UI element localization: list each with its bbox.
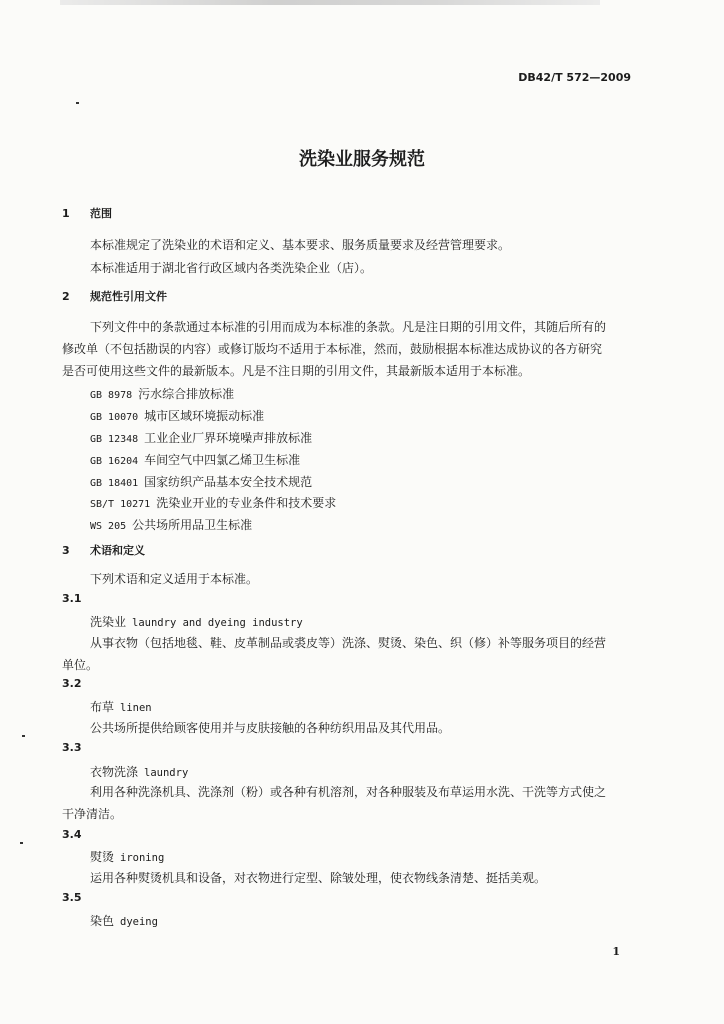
clause-number: 3.3 [62,741,82,754]
paragraph: 下列术语和定义适用于本标准。 [90,572,259,586]
reference-name: 车间空气中四氯乙烯卫生标准 [144,453,301,467]
reference-code: GB 16204 [90,456,139,467]
term-zh: 洗染业 [90,615,127,629]
term-definition: 运用各种熨烫机具和设备，对衣物进行定型、除皱处理，使衣物线条清楚、挺括美观。 [90,871,547,885]
scan-top-artifact [60,0,600,5]
term-heading [90,698,152,715]
clause-number: 3.5 [62,891,82,904]
term-en: laundry [144,767,189,779]
term-definition: 干净清洁。 [62,807,123,821]
reference-item [90,494,336,511]
reference-item [90,473,312,490]
reference-name: 洗染业开业的专业条件和技术要求 [156,496,337,510]
term-en: laundry and dyeing industry [132,617,303,629]
term-heading [90,613,303,630]
reference-item [90,385,234,402]
reference-name: 国家纺织产品基本安全技术规范 [144,475,313,489]
reference-name: 污水综合排放标准 [138,387,235,401]
section-number: 3 [62,544,70,557]
term-definition: 从事衣物（包括地毯、鞋、皮革制品或裘皮等）洗涤、熨烫、染色、织（修）补等服务项目的经营 [90,636,607,650]
section-number: 2 [62,290,70,303]
reference-code: GB 8978 [90,390,133,401]
reference-code: GB 10070 [90,412,139,423]
term-zh: 熨烫 [90,850,115,864]
reference-item [90,516,252,533]
term-zh: 衣物洗涤 [90,765,139,779]
term-en: linen [120,702,152,714]
term-definition: 单位。 [62,658,99,672]
term-heading [90,912,158,929]
section-heading-2 [62,288,167,304]
section-number: 1 [62,207,70,220]
term-en: ironing [120,852,165,864]
reference-name: 城市区域环境振动标准 [144,409,265,423]
reference-item [90,407,264,424]
standard-number: DB42/T 572—2009 [518,71,631,84]
paragraph-line: 下列文件中的条款通过本标准的引用而成为本标准的条款。凡是注日期的引用文件，其随后所有的 [90,320,607,334]
paragraph-line: 是否可使用这些文件的最新版本。凡是不注日期的引用文件，其最新版本适用于本标准。 [62,364,531,378]
reference-code: GB 18401 [90,478,139,489]
clause-number: 3.1 [62,592,82,605]
clause-number: 3.2 [62,677,82,690]
paragraph: 本标准适用于湖北省行政区域内各类洗染企业（店）。 [90,261,373,275]
paragraph-line: 修改单（不包括勘误的内容）或修订版均不适用于本标准，然而，鼓励根据本标准达成协议的各方研究 [62,342,603,356]
term-definition: 利用各种洗涤机具、洗涤剂（粉）或各种有机溶剂，对各种服装及布草运用水洗、干洗等方式使之 [90,785,607,799]
reference-name: 工业企业厂界环境噪声排放标准 [144,431,313,445]
reference-item [90,429,312,446]
page-number: 1 [612,945,620,958]
clause-number: 3.4 [62,828,82,841]
reference-code: WS 205 [90,521,127,532]
term-zh: 染色 [90,914,115,928]
section-title: 规范性引用文件 [90,290,167,303]
section-heading-3 [62,542,145,558]
reference-code: GB 12348 [90,434,139,445]
term-definition: 公共场所提供给顾客使用并与皮肤接触的各种纺织用品及其代用品。 [90,721,451,735]
scan-speck [76,102,79,104]
scan-speck [22,735,25,737]
reference-code: SB/T 10271 [90,499,151,510]
page-title: 洗染业服务规范 [299,149,425,170]
section-title: 术语和定义 [90,544,145,557]
section-heading-1 [62,205,112,221]
term-heading [90,848,164,865]
scan-speck [20,842,23,844]
reference-name: 公共场所用品卫生标准 [132,518,253,532]
reference-item [90,451,300,468]
paragraph: 本标准规定了洗染业的术语和定义、基本要求、服务质量要求及经营管理要求。 [90,238,511,252]
term-en: dyeing [120,916,158,928]
term-heading [90,763,188,780]
section-title: 范围 [90,207,112,220]
term-zh: 布草 [90,700,115,714]
